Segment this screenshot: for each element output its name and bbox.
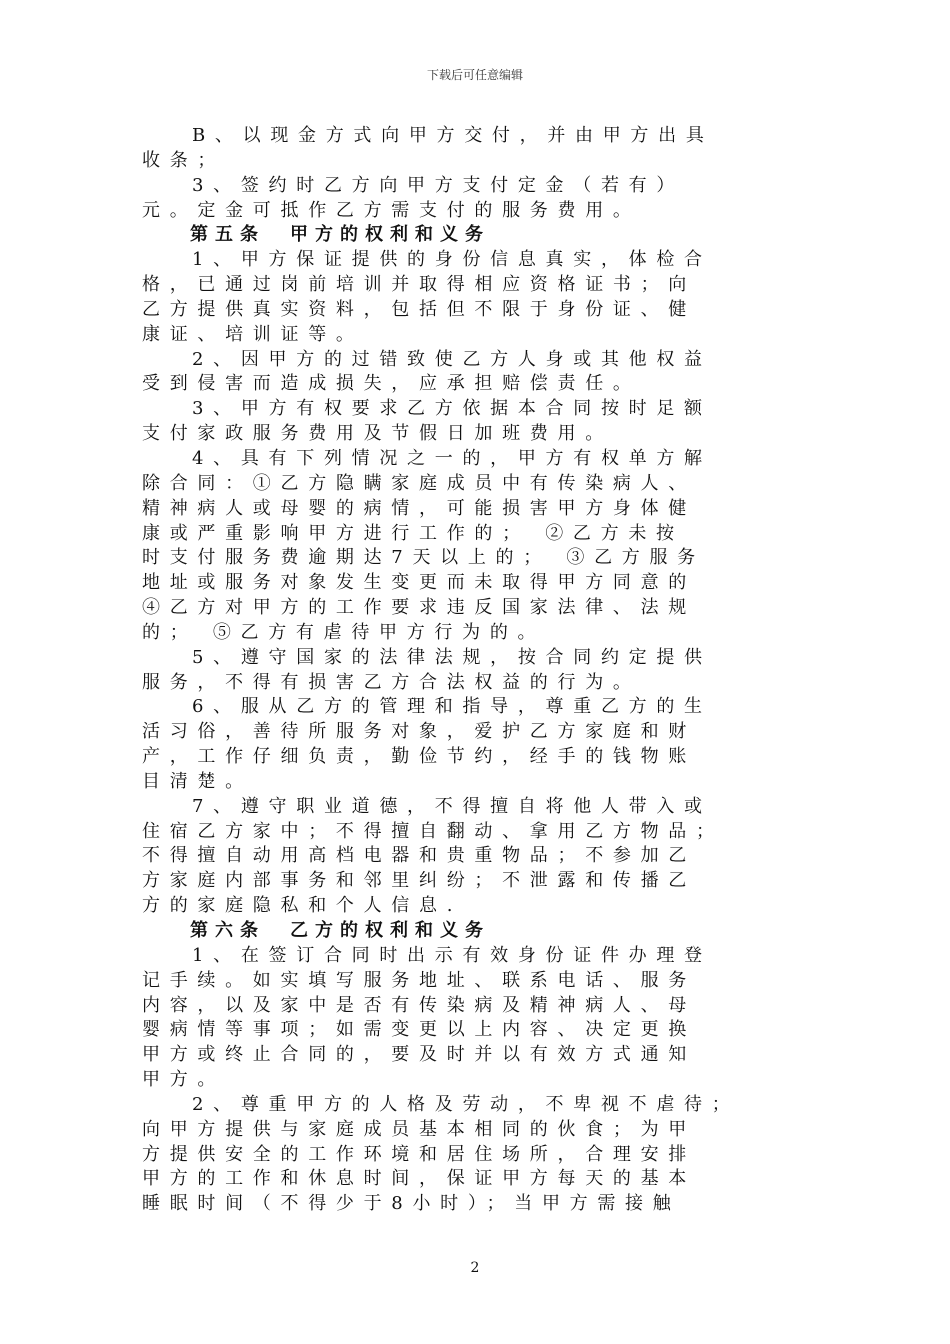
text-line: 睡眠时间（不得少于8小时）；当甲方需接触: [142, 1193, 681, 1215]
text-line: 内容，以及家中是否有传染病及精神病人、母: [142, 994, 696, 1016]
text-line: 住宿乙方家中；不得擅自翻动、拿用乙方物品；: [142, 820, 724, 842]
section-heading: 第六条 乙方的权利和义务: [190, 920, 490, 941]
text-line: 康证、培训证等。: [142, 323, 364, 345]
text-line: 5、遵守国家的法律法规，按合同约定提供: [192, 646, 712, 668]
page-number: 2: [470, 1260, 480, 1276]
text-line: 不得擅自动用高档电器和贵重物品；不参加乙: [142, 845, 696, 867]
text-line: 服务，不得有损害乙方合法权益的行为。: [142, 671, 641, 693]
text-line: 1、甲方保证提供的身份信息真实，体检合: [192, 249, 712, 271]
text-line: 精神病人或母婴的病情，可能损害甲方身体健: [142, 497, 696, 519]
text-line: 6、服从乙方的管理和指导，尊重乙方的生: [192, 696, 712, 718]
section-heading: 第五条 甲方的权利和义务: [190, 224, 490, 246]
text-line: 7、遵守职业道德，不得擅自将他人带入或: [192, 795, 712, 817]
text-line: 康或严重影响甲方进行工作的； ②乙方未按: [142, 522, 684, 544]
text-line: 甲方。: [142, 1069, 226, 1091]
text-line: 地址或服务对象发生变更而未取得甲方同意的: [142, 572, 696, 594]
text-line: 3、签约时乙方向甲方支付定金（若有）: [192, 174, 685, 196]
text-line: 目清楚。: [142, 770, 253, 792]
text-line: B、以现金方式向甲方交付，并由甲方出具: [192, 125, 714, 146]
text-line: 时支付服务费逾期达7天以上的； ③乙方服务: [142, 547, 705, 569]
text-line: 记手续。如实填写服务地址、联系电话、服务: [142, 969, 696, 991]
text-line: 方家庭内部事务和邻里纠纷；不泄露和传播乙: [142, 870, 696, 892]
document-body: [142, 124, 802, 1217]
page-header: 下载后可任意编辑: [426, 68, 523, 82]
text-line: 4、具有下列情况之一的，甲方有权单方解: [192, 447, 712, 469]
text-line: 除合同：①乙方隐瞒家庭成员中有传染病人、: [142, 472, 696, 494]
text-line: 2、因甲方的过错致使乙方人身或其他权益: [192, 348, 712, 370]
text-line: 收条；: [142, 149, 226, 171]
text-line: 方的家庭隐私和个人信息.: [142, 895, 463, 917]
text-line: 婴病情等事项；如需变更以上内容、决定更换: [142, 1019, 696, 1041]
text-line: 甲方的工作和休息时间，保证甲方每天的基本: [142, 1168, 696, 1190]
text-line: 元。定金可抵作乙方需支付的服务费用。: [142, 199, 641, 221]
text-line: 的； ⑤乙方有虐待甲方行为的。: [142, 621, 546, 643]
text-line: 1、在签订合同时出示有效身份证件办理登: [192, 944, 712, 966]
text-line: 活习俗，善待所服务对象，爱护乙方家庭和财: [142, 721, 696, 743]
text-line: 格，已通过岗前培训并取得相应资格证书；向: [142, 274, 696, 296]
text-line: 2、尊重甲方的人格及劳动，不卑视不虐待；: [192, 1093, 740, 1115]
text-line: 受到侵害而造成损失，应承担赔偿责任。: [142, 373, 641, 395]
text-line: 乙方提供真实资料，包括但不限于身份证、健: [142, 298, 696, 320]
text-line: ④乙方对甲方的工作要求违反国家法律、法规: [142, 597, 696, 619]
text-line: 方提供安全的工作环境和居住场所，合理安排: [142, 1143, 696, 1165]
text-line: 3、甲方有权要求乙方依据本合同按时足额: [192, 398, 712, 420]
text-line: 支付家政服务费用及节假日加班费用。: [142, 423, 613, 445]
text-line: 产，工作仔细负责，勤俭节约，经手的钱物账: [142, 746, 696, 768]
text-line: 向甲方提供与家庭成员基本相同的伙食；为甲: [142, 1118, 696, 1140]
text-line: 甲方或终止合同的，要及时并以有效方式通知: [142, 1044, 696, 1066]
